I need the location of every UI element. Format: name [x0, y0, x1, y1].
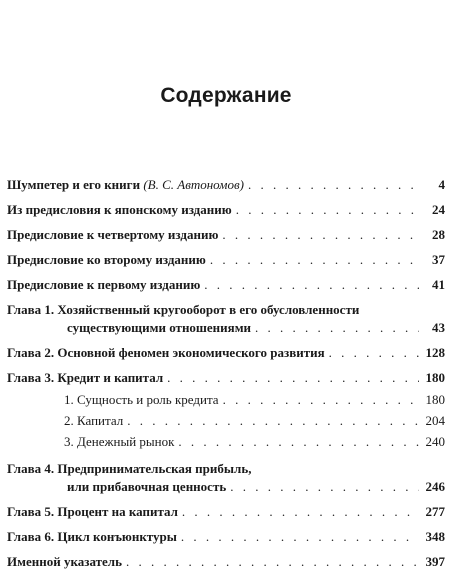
- toc-entry-chapter-3[interactable]: [7, 369, 445, 387]
- toc-entry-chapter-6[interactable]: [7, 528, 445, 546]
- toc-page-number: 397: [425, 554, 445, 569]
- toc-entry-name-index[interactable]: [7, 553, 445, 571]
- toc-subentry-money-market[interactable]: [7, 433, 445, 451]
- toc-page-number: 180: [425, 370, 445, 385]
- dot-leader: [222, 226, 419, 244]
- toc-page-number: 240: [425, 434, 445, 449]
- toc-entry-label: Именной указатель: [7, 554, 122, 569]
- toc-page-number: 41: [432, 277, 445, 292]
- toc-page-number: 348: [425, 529, 445, 544]
- toc-page-number: 128: [425, 345, 445, 360]
- page-title: Содержание: [160, 84, 292, 107]
- toc-entry-label: Предисловие ко второму изданию: [7, 252, 206, 267]
- toc-entry-label: Глава 4. Предпринимательская прибыль,: [7, 461, 252, 476]
- dot-leader: [182, 503, 419, 521]
- dot-leader: [236, 201, 419, 219]
- dot-leader: [126, 553, 419, 571]
- toc-page-number: 43: [432, 320, 445, 335]
- toc-page-number: 246: [425, 479, 445, 494]
- dot-leader: [255, 319, 419, 337]
- toc-entry-chapter-1[interactable]: [7, 301, 445, 337]
- toc-entry-label: Глава 1. Хозяйственный кругооборот в его обусловленности: [7, 302, 360, 317]
- toc-entry-first-preface[interactable]: [7, 276, 445, 294]
- dot-leader: [181, 528, 419, 546]
- toc-entry-label-continued: или прибавочная ценность: [67, 479, 227, 494]
- toc-page-number: 180: [425, 392, 445, 407]
- dot-leader: [210, 251, 419, 269]
- toc-entry-chapter-4[interactable]: [7, 460, 445, 496]
- toc-entry-label: Глава 2. Основной феномен экономического развития: [7, 345, 325, 360]
- toc-subentry-credit[interactable]: [7, 391, 445, 409]
- toc-entry-japanese-preface[interactable]: [7, 201, 445, 219]
- toc-page-number: 24: [432, 202, 445, 217]
- toc-entry-note: (В. С. Автономов): [143, 177, 244, 192]
- dot-leader: [167, 369, 419, 387]
- toc-entry-chapter-5[interactable]: [7, 503, 445, 521]
- toc-entry-second-preface[interactable]: [7, 251, 445, 269]
- toc-entry-label-continued: существующими отношениями: [67, 320, 252, 335]
- toc-entry-label: Глава 3. Кредит и капитал: [7, 370, 164, 385]
- dot-leader: [248, 176, 419, 194]
- toc-entry-label: Предисловие к первому изданию: [7, 277, 201, 292]
- dot-leader: [329, 344, 419, 362]
- toc-entry-schumpeter[interactable]: [7, 176, 445, 194]
- table-of-contents: [7, 176, 445, 571]
- toc-entry-label: Из предисловия к японскому изданию: [7, 202, 232, 217]
- toc-subentry-capital[interactable]: [7, 412, 445, 430]
- toc-entry-label: 1. Сущность и роль кредита: [64, 392, 219, 407]
- toc-page-number: 277: [425, 504, 445, 519]
- toc-entry-label: Предисловие к четвертому изданию: [7, 227, 219, 242]
- dot-leader: [204, 276, 419, 294]
- toc-entry-label: Глава 5. Процент на капитал: [7, 504, 178, 519]
- toc-entry-label: 2. Капитал: [64, 413, 124, 428]
- dot-leader: [178, 433, 419, 451]
- dot-leader: [127, 412, 419, 430]
- toc-page-number: 28: [432, 227, 445, 242]
- dot-leader: [223, 391, 419, 409]
- toc-entry-fourth-preface[interactable]: [7, 226, 445, 244]
- toc-page-number: 4: [438, 177, 445, 192]
- dot-leader: [230, 478, 419, 496]
- toc-entry-chapter-2[interactable]: [7, 344, 445, 362]
- toc-page-number: 204: [425, 413, 445, 428]
- toc-entry-label: 3. Денежный рынок: [64, 434, 175, 449]
- toc-page-number: 37: [432, 252, 445, 267]
- toc-entry-label: Шумпетер и его книги (В. С. Автономов): [7, 177, 244, 192]
- toc-entry-label: Глава 6. Цикл конъюнктуры: [7, 529, 177, 544]
